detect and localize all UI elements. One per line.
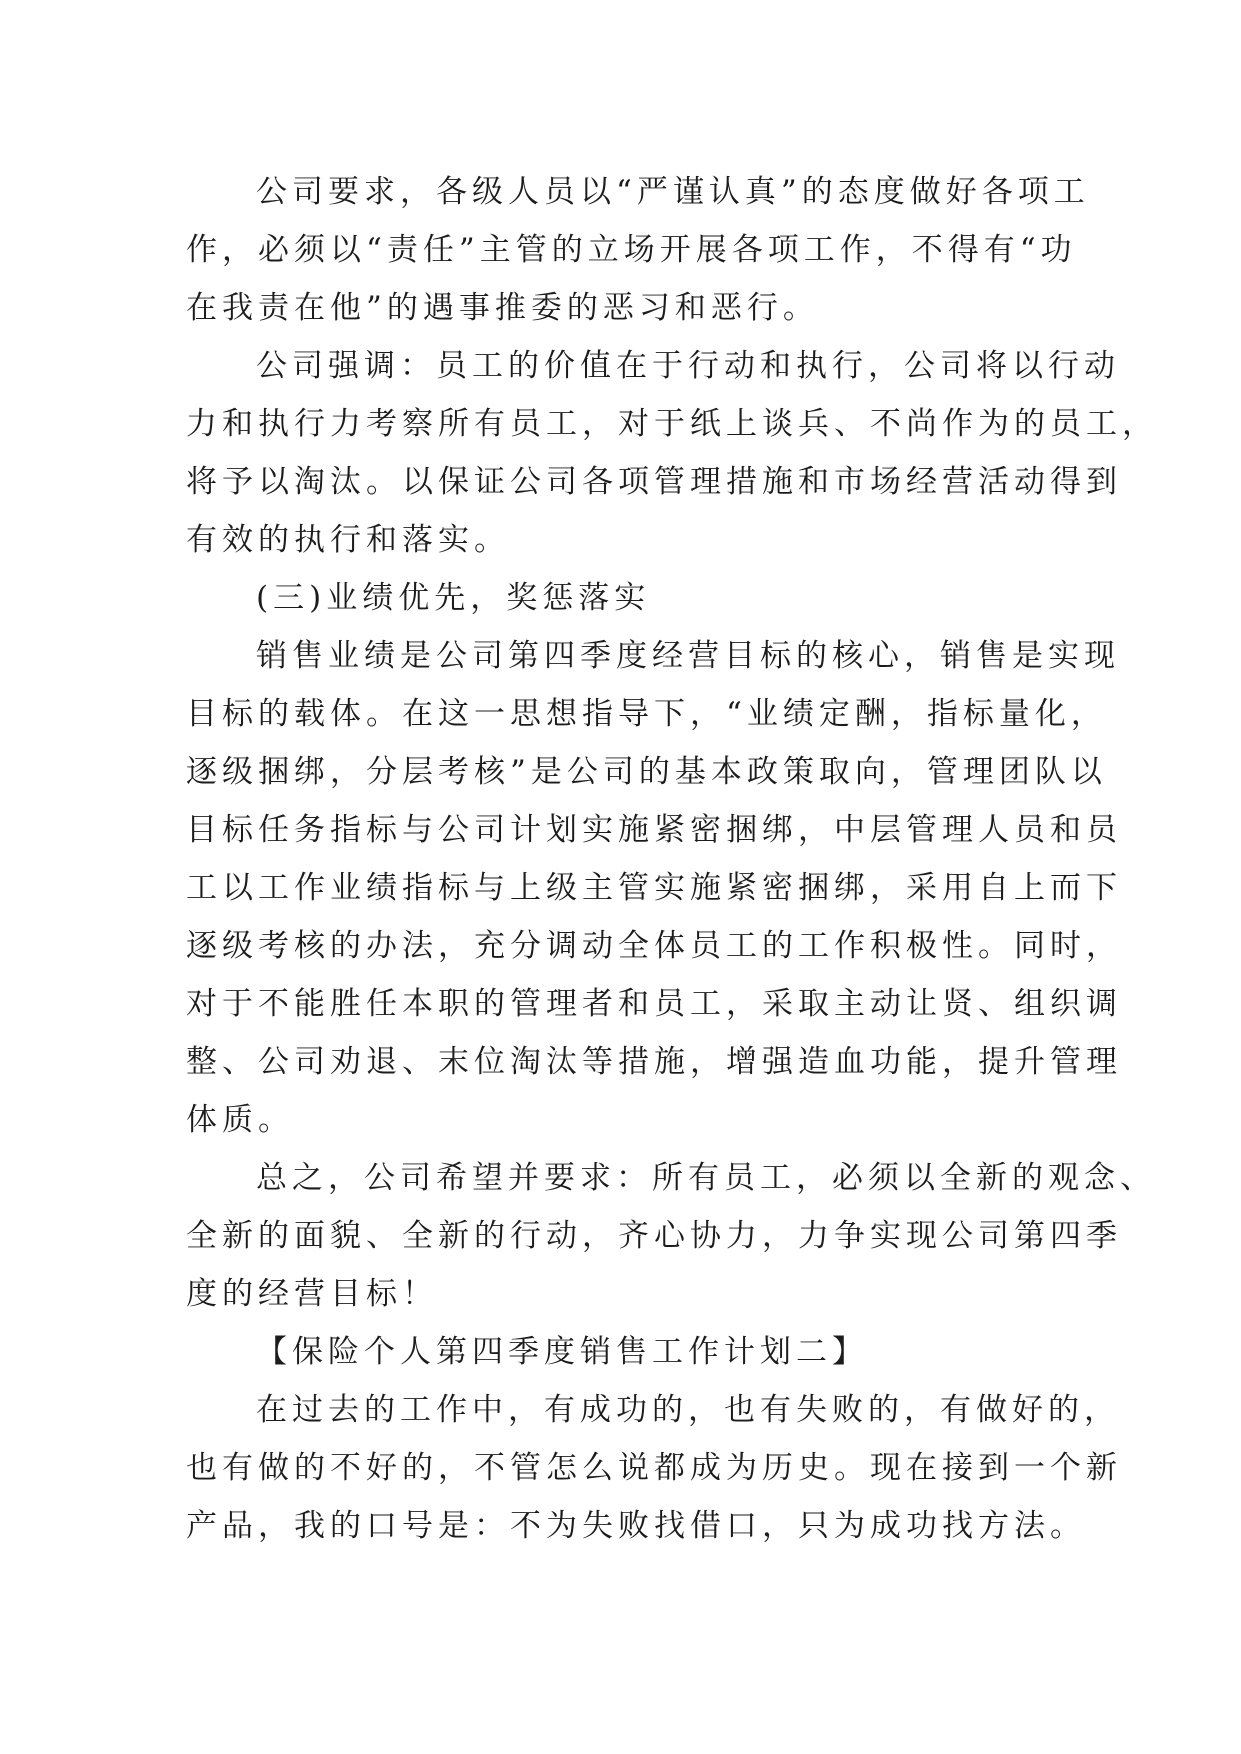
plan-title: 【保险个人第四季度销售工作计划二】 xyxy=(256,1334,868,1370)
paragraph-sales-performance xyxy=(186,627,1122,1149)
paragraph-line: 目标的载体。在这一思想指导下，“业绩定酬，指标量化， xyxy=(186,696,1107,732)
paragraph-line: 产品，我的口号是：不为失败找借口，只为成功找方法。 xyxy=(186,1508,1086,1544)
paragraph-line: 整、公司劝退、末位淘汰等措施，增强造血功能，提升管理 xyxy=(186,1044,1122,1080)
paragraph-line: 逐级考核的办法，充分调动全体员工的工作积极性。同时， xyxy=(186,928,1122,964)
paragraph-summary xyxy=(186,1149,1156,1323)
paragraph-line: 公司要求，各级人员以“严谨认真”的态度做好各项工 xyxy=(256,174,1090,210)
paragraph-line: 在过去的工作中，有成功的，也有失败的，有做好的， xyxy=(256,1392,1120,1428)
document-body xyxy=(186,163,1158,1555)
paragraph-line: 总之，公司希望并要求：所有员工，必须以全新的观念、 xyxy=(256,1160,1156,1196)
paragraph-line: 全新的面貌、全新的行动，齐心协力，力争实现公司第四季 xyxy=(186,1218,1122,1254)
paragraph-line: 力和执行力考察所有员工，对于纸上谈兵、不尚作为的员工， xyxy=(186,406,1158,442)
paragraph-line: 作，必须以“责任”主管的立场开展各项工作，不得有“功 xyxy=(186,232,1077,268)
paragraph-line: 目标任务指标与公司计划实施紧密捆绑，中层管理人员和员 xyxy=(186,812,1122,848)
paragraph-line: 在我责在他”的遇事推委的恶习和恶行。 xyxy=(186,290,819,326)
paragraph-past-work xyxy=(186,1381,1122,1555)
paragraph-line: 逐级捆绑，分层考核”是公司的基本政策取向，管理团队以 xyxy=(186,754,1107,790)
paragraph-emphasis xyxy=(186,337,1158,569)
section-heading: (三)业绩优先，奖惩落实 xyxy=(256,580,651,616)
paragraph-line: 将予以淘汰。以保证公司各项管理措施和市场经营活动得到 xyxy=(186,464,1122,500)
paragraph-line: 有效的执行和落实。 xyxy=(186,522,510,558)
paragraph-line: 度的经营目标！ xyxy=(186,1276,438,1312)
paragraph-requirements xyxy=(186,163,1090,337)
paragraph-line: 工以工作业绩指标与上级主管实施紧密捆绑，采用自上而下 xyxy=(186,870,1122,906)
paragraph-line: 销售业绩是公司第四季度经营目标的核心，销售是实现 xyxy=(256,638,1120,674)
paragraph-line: 也有做的不好的，不管怎么说都成为历史。现在接到一个新 xyxy=(186,1450,1122,1486)
paragraph-line: 对于不能胜任本职的管理者和员工，采取主动让贤、组织调 xyxy=(186,986,1122,1022)
paragraph-line: 公司强调：员工的价值在于行动和执行，公司将以行动 xyxy=(256,348,1120,384)
paragraph-line: 体质。 xyxy=(186,1102,294,1138)
